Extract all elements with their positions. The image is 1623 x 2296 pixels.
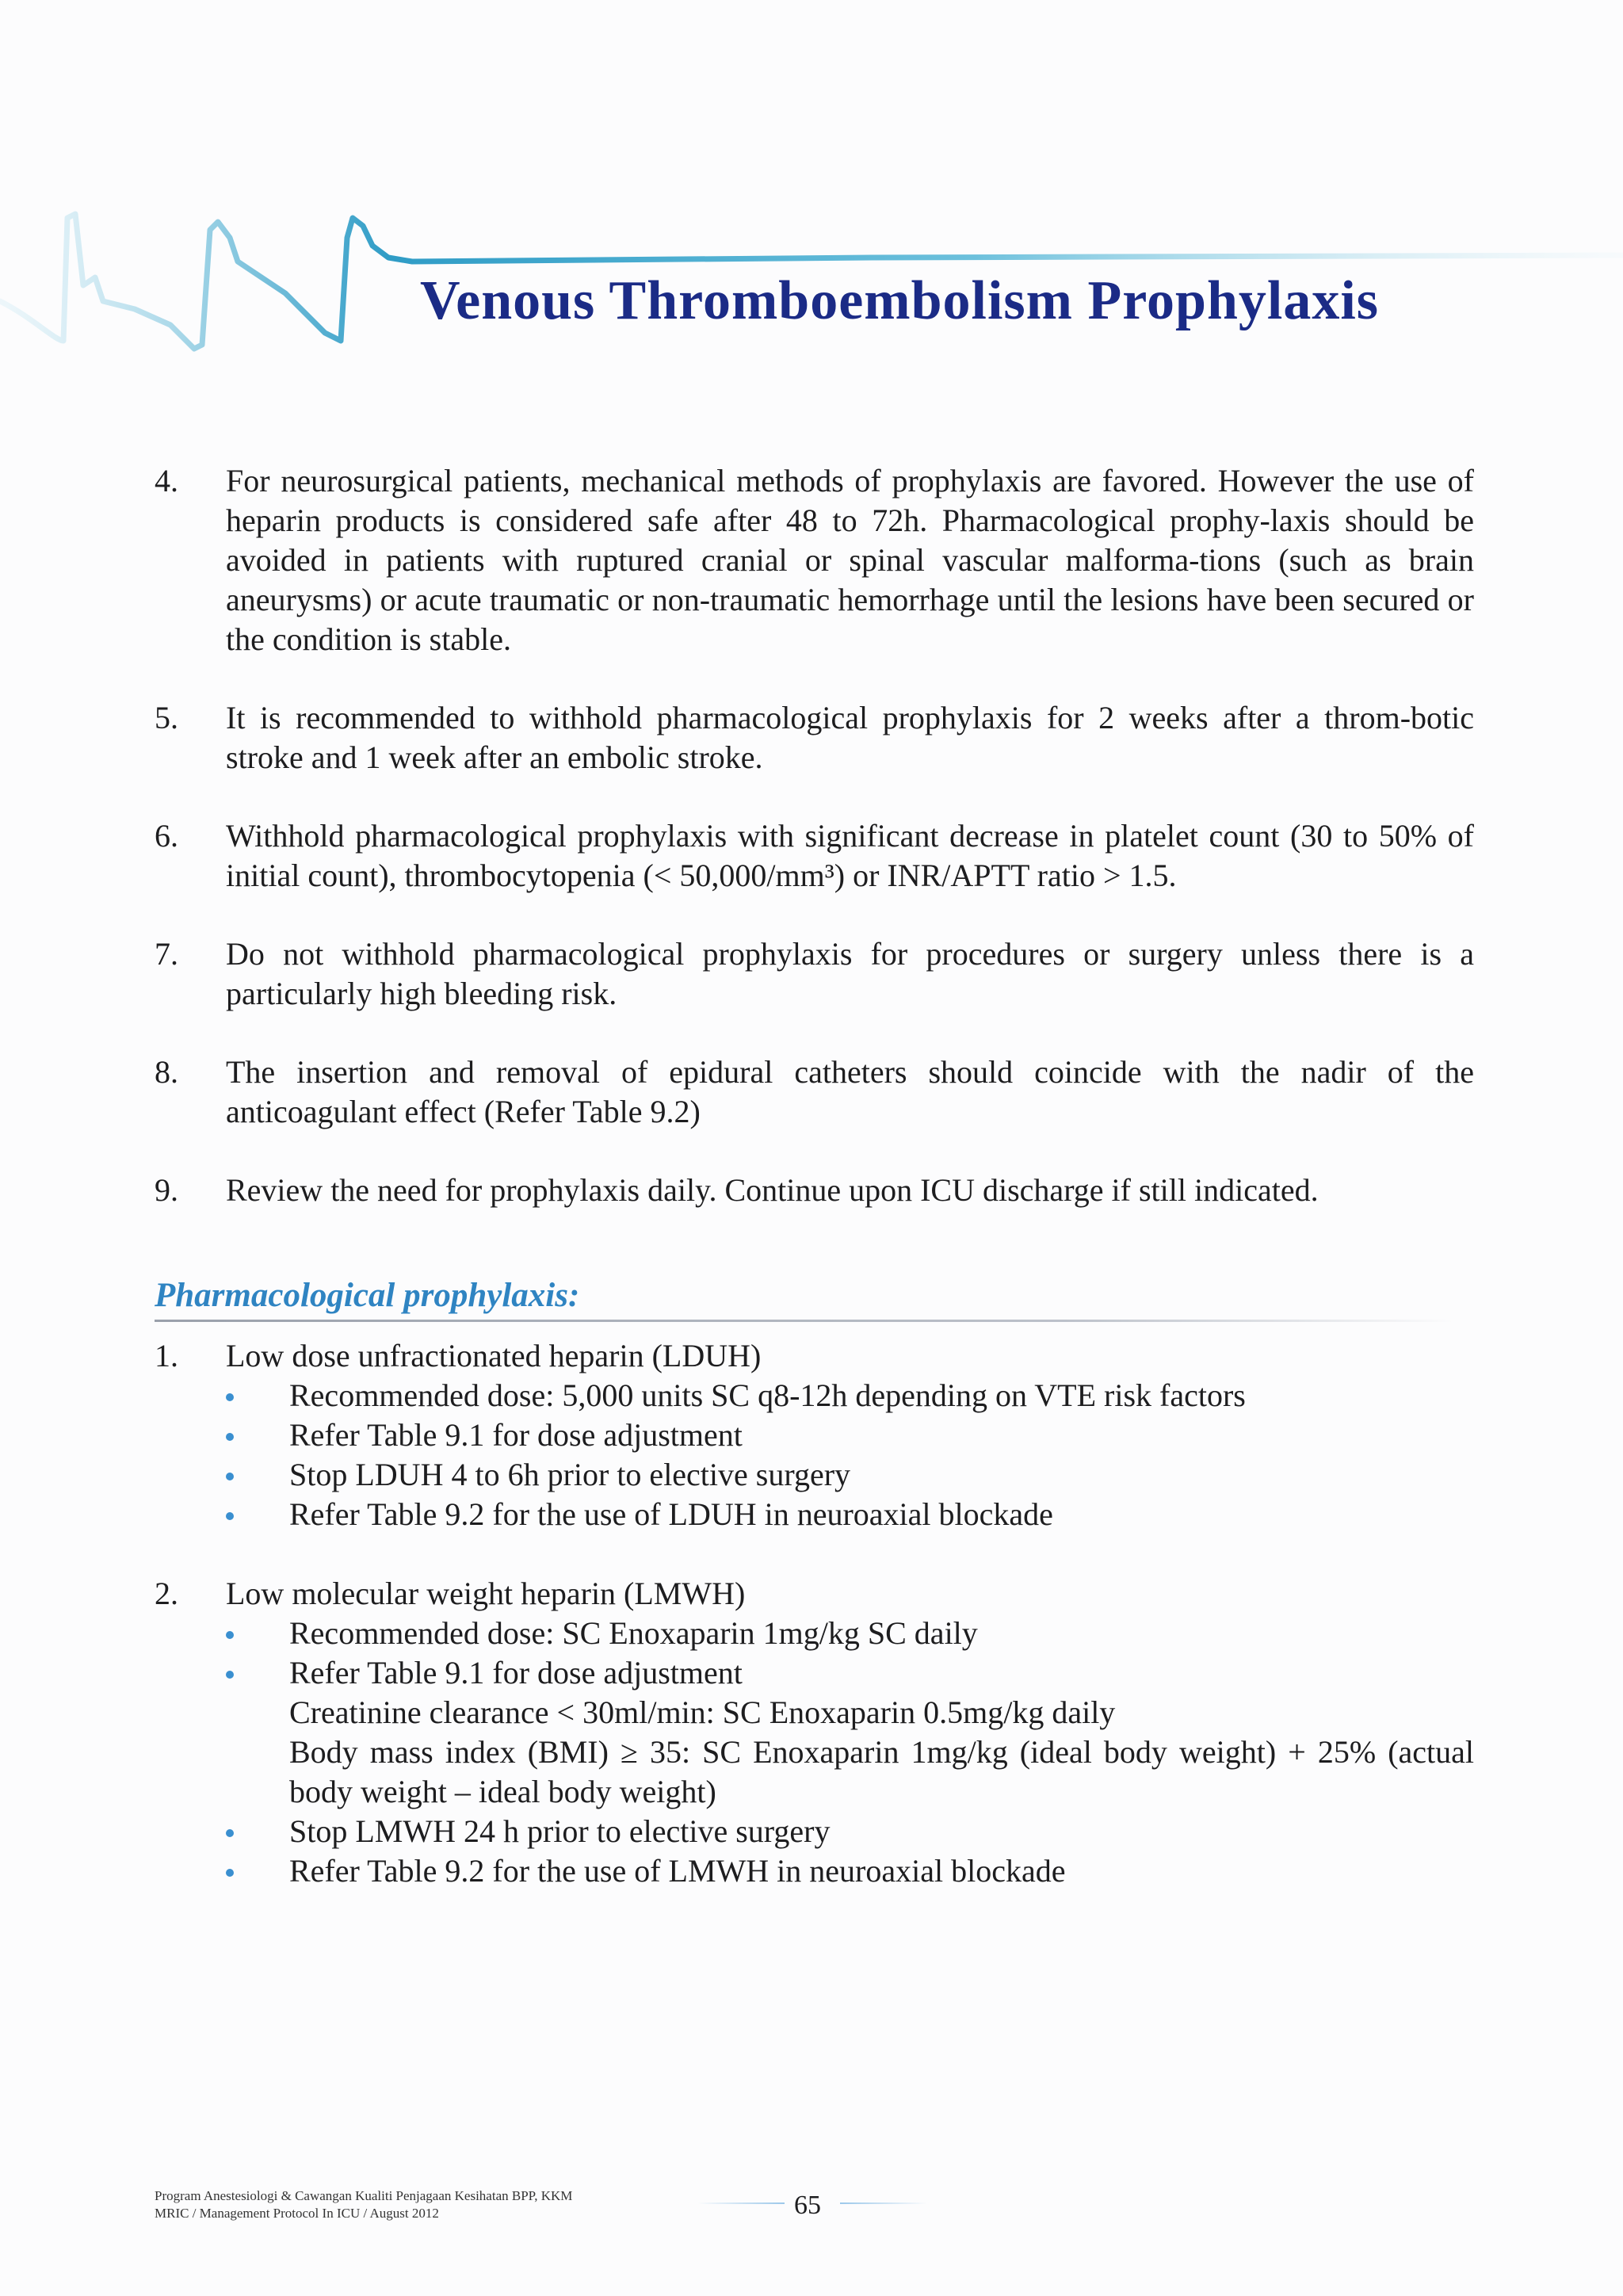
bullet-icon [226,1473,234,1480]
item-number: 8. [155,1054,178,1090]
footer-decoration [840,2202,927,2204]
item-number: 6. [155,818,178,854]
bullet-list [226,1376,1474,1534]
footer-credits [155,2187,572,2222]
item-number: 5. [155,700,178,735]
bullet-icon [226,1671,234,1679]
bullet-item: Refer Table 9.1 for dose adjustment [226,1415,1474,1455]
bullet-icon [226,1631,234,1639]
page-number: 65 [794,2191,821,2220]
bullet-icon [226,1512,234,1520]
dose-adjustment-note: Creatinine clearance < 30ml/min: SC Enoxaparin 0.5mg/kg daily [289,1694,1116,1730]
bullet-item: Stop LDUH 4 to 6h prior to elective surgery [226,1455,1474,1495]
section-divider [155,1320,1454,1322]
bullet-item: Refer Table 9.1 for dose adjustment [226,1653,1474,1693]
footer-decoration [697,2202,785,2204]
item-title: Low dose unfractionated heparin (LDUH) [226,1338,762,1373]
bullet-icon [226,1869,234,1877]
item-number: 2. [155,1576,178,1611]
pharmacological-list [155,1336,1474,1931]
list-item [155,1574,1474,1891]
bullet-item: Recommended dose: SC Enoxaparin 1mg/kg SC daily [226,1614,1474,1653]
item-text: Withhold pharmacological prophylaxis with significant decrease in platelet count (30 to 50% of initial count), thrombocytopenia (< 50,000/mm³) or INR/APTT ratio > 1.5. [226,818,1474,893]
bullet-list [226,1812,1474,1891]
list-item [155,1336,1474,1534]
list-item [155,816,1474,896]
footer-line: Program Anestesiologi & Cawangan Kualiti Penjagaan Kesihatan BPP, KKM [155,2188,573,2203]
dose-adjustment-note: Body mass index (BMI) ≥ 35: SC Enoxaparin 1mg/kg (ideal body weight) + 25% (actual body weight – ideal body weight) [289,1734,1474,1809]
item-number: 7. [155,936,178,972]
page-title: Venous Thromboembolism Prophylaxis [420,270,1380,331]
item-title: Low molecular weight heparin (LMWH) [226,1576,746,1611]
item-text: The insertion and removal of epidural catheters should coincide with the nadir of the anticoagulant effect (Refer Table 9.2) [226,1054,1474,1129]
bullet-icon [226,1433,234,1441]
bullet-item: Refer Table 9.2 for the use of LDUH in neuroaxial blockade [226,1495,1474,1534]
section-heading: Pharmacological prophylaxis: [155,1277,580,1314]
list-item [155,1171,1474,1210]
item-number: 9. [155,1172,178,1208]
item-text: It is recommended to withhold pharmacological prophylaxis for 2 weeks after a throm-botic stroke and 1 week after an embolic stroke. [226,700,1474,775]
bullet-item: Recommended dose: 5,000 units SC q8-12h depending on VTE risk factors [226,1376,1474,1415]
recommendations-list [155,461,1474,1249]
item-text: Review the need for prophylaxis daily. Continue upon ICU discharge if still indicated. [226,1172,1319,1208]
bullet-icon [226,1393,234,1401]
item-number: 1. [155,1338,178,1373]
bullet-list [226,1614,1474,1693]
list-item [155,1052,1474,1132]
list-item [155,934,1474,1014]
item-text: For neurosurgical patients, mechanical methods of prophylaxis are favored. However the use of heparin products is considered safe after 48 to 72h. Pharmacological prophy-laxis should be avoided in patients with ruptured cranial or spinal vascular malforma-tions (such as brain aneurysms) or acute traumatic or non-traumatic hemorrhage until the lesions have been secured or the condition is stable. [226,463,1474,657]
footer-line: MRIC / Management Protocol In ICU / August 2012 [155,2206,439,2221]
bullet-item: Stop LMWH 24 h prior to elective surgery [226,1812,1474,1851]
item-text: Do not withhold pharmacological prophylaxis for procedures or surgery unless there is a particularly high bleeding risk. [226,936,1474,1011]
item-number: 4. [155,463,178,499]
list-item [155,461,1474,659]
list-item [155,698,1474,777]
bullet-icon [226,1829,234,1837]
bullet-item: Refer Table 9.2 for the use of LMWH in neuroaxial blockade [226,1851,1474,1891]
